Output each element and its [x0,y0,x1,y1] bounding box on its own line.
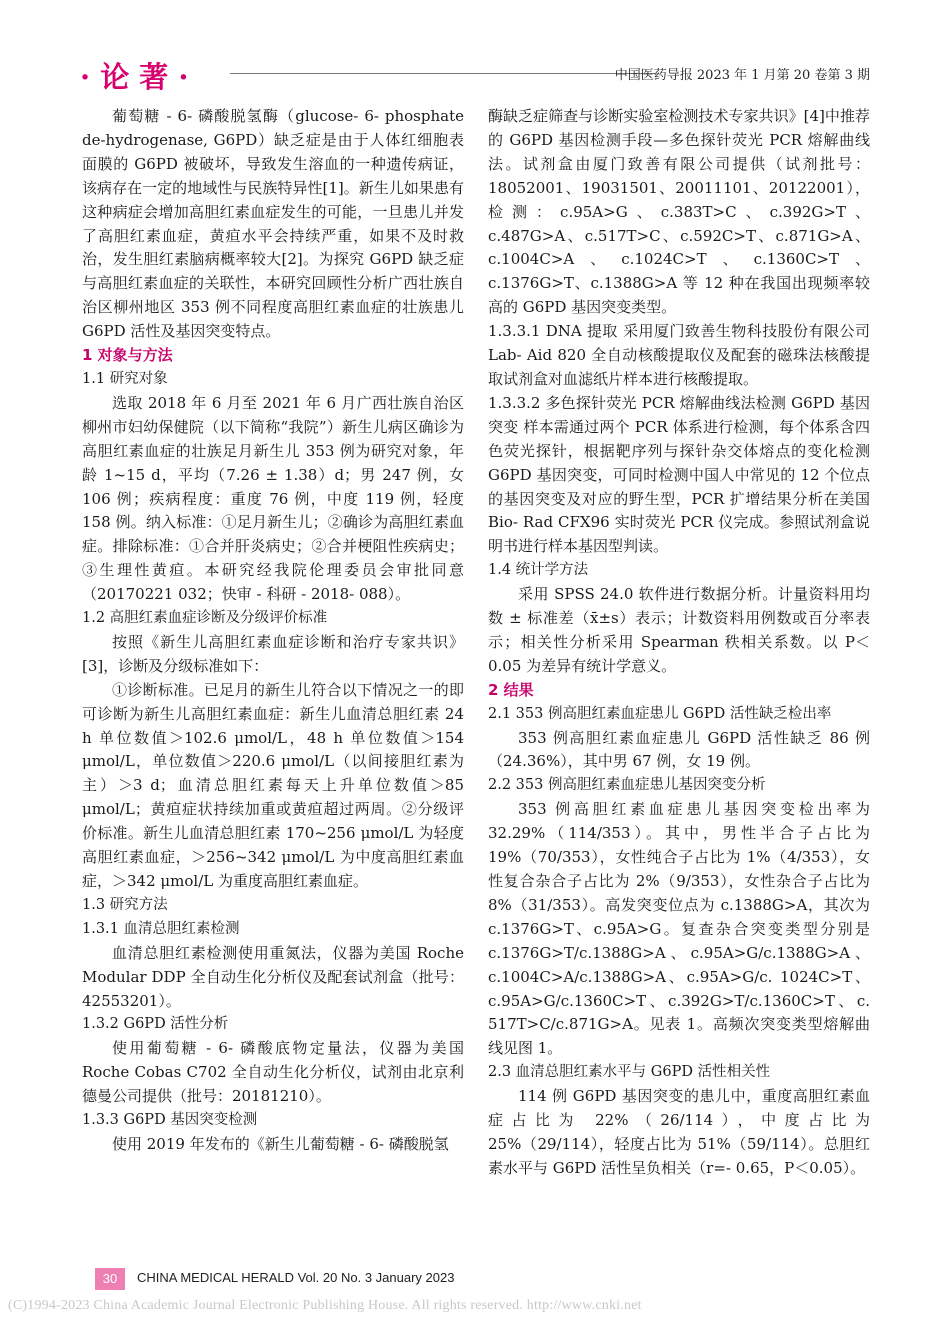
page-number: 30 [95,1268,125,1290]
paragraph: 353 例高胆红素血症患儿 G6PD 活性缺乏 86 例（24.36%），其中男 67 例，女 19 例。 [488,728,870,771]
subsubsection-heading: 1.3.3 G6PD 基因突变检测 [82,1112,258,1129]
subsection-heading: 1.3 研究方法 [82,896,168,913]
subsection-heading: 1.4 统计学方法 [488,562,589,579]
header-divider [230,73,655,74]
subsubsection-heading: 1.3.2 G6PD 活性分析 [82,1016,229,1033]
subsection-heading: 2.3 血清总胆红素水平与 G6PD 活性相关性 [488,1064,771,1081]
paragraph: 按照《新生儿高胆红素血症诊断和治疗专家共识》[3]，诊断及分级标准如下： [82,632,464,675]
subsection-heading: 2.2 353 例高胆红素血症患儿基因突变分析 [488,777,766,794]
paragraph: 1.3.3.1 DNA 提取 采用厦门致善生物科技股份有限公司 Lab- Aid 820 全自动核酸提取仪及配套的磁珠法核酸提取试剂盒对血滤纸片样本进行核酸提取。 [488,322,870,388]
paragraph: 使用 2019 年发布的《新生儿葡萄糖 - 6- 磷酸脱氢 [112,1134,449,1153]
paragraph: 采用 SPSS 24.0 软件进行数据分析。计量资料用均数 ± 标准差（x̄±s）表示；计数资料用例数或百分率表示；相关性分析采用 Spearman 秩相关系数。以 P＜0.05 为差异有统计学意义。 [488,585,870,675]
paragraph: 选取 2018 年 6 月至 2021 年 6 月广西壮族自治区柳州市妇幼保健院（以下简称“我院”）新生儿病区确诊为高胆红素血症的壮族足月新生儿 353 例为研究对象，年龄 1~15 d，平均（7.26 ± 1.38）d；男 247 例，女 106 例；疾病程度：重度 76 例，中度 119 例，轻度 158 例。纳入标准：①足月新生儿；②确诊为高胆红素血症。排除标准：①合并肝炎病史；②合并梗阻性疾病史；③生理性黄疸。本研究经我院伦理委员会审批同意（20170221 032；快审 - 科研 - 2018- 088）。 [82,393,464,604]
journal-info: 中国医药导报 2023 年 1 月第 20 卷第 3 期 [614,68,870,83]
paragraph: 血清总胆红素检测使用重氮法，仪器为美国 Roche Modular DDP 全自动生化分析仪及配套试剂盒（批号：42553201）。 [82,943,464,1010]
paragraph: 114 例 G6PD 基因突变的患儿中，重度高胆红素血症占比为 22%（26/114），中度占比为 25%（29/114），轻度占比为 51%（59/114）。总胆红素水平与 G6PD 活性呈负相关（r=- 0.65，P＜0.05）。 [488,1087,870,1177]
subsection-heading: 1.1 研究对象 [82,370,168,387]
section-heading: 2 结果 [488,680,534,699]
paragraph: 酶缺乏症筛查与诊断实验室检测技术专家共识》[4]中推荐的 G6PD 基因检测手段—多色探针荧光 PCR 熔解曲线法。试剂盒由厦门致善有限公司提供（试剂批号：18052001、19031501、20011101、20122001），检测：c.95A>G、c.383T>C、c.392G>T、c.487G>A、c.517T>C、c.592C>T、c.871G>A、c.1004C>A、c.1024C>T、c.1360C>T、c.1376G>T、c.1388G>A 等 12 种在我国出现频率较高的 G6PD 基因突变类型。 [488,107,870,317]
footer-journal-line: CHINA MEDICAL HERALD Vol. 20 No. 3 January 2023 [137,1270,455,1285]
left-column [82,105,464,1157]
right-column [488,105,870,1181]
subsection-heading: 2.1 353 例高胆红素血症患儿 G6PD 活性缺乏检出率 [488,705,832,722]
paragraph: 葡萄糖 - 6- 磷酸脱氢酶（glucose- 6- phosphate de-hydrogenase, G6PD）缺乏症是由于人体红细胞表面膜的 G6PD 被破坏，导致发生溶血的一种遗传病证，该病存在一定的地域性与民族特异性[1]。新生儿如果患有这种病症会增加高胆红素血症发生的可能，一旦患儿并发了高胆红素血症，黄疸水平会持续严重，如果不及时救治，发生胆红素脑病概率较大[2]。为探究 G6PD 缺乏症与高胆红素血症的关联性，本研究回顾性分析广西壮族自治区柳州地区 353 例不同程度高胆红素血症的壮族患儿 G6PD 活性及基因突变特点。 [82,107,464,341]
paragraph: 1.3.3.2 多色探针荧光 PCR 熔解曲线法检测 G6PD 基因突变 样本需通过两个 PCR 体系进行检测，每个体系含四色荧光探针，根据靶序列与探针杂交体熔点的变化检测 G6PD 基因突变，可同时检测中国人中常见的 12 个位点的基因突变及对应的野生型，PCR 扩增结果分析在美国 Bio- Rad CFX96 实时荧光 PCR 仪完成。参照试剂盒说明书进行样本基因型判读。 [488,393,870,556]
copyright-line: (C)1994-2023 China Academic Journal Electronic Publishing House. All rights reserved. http://www.cnki.net [8,1298,642,1313]
subsubsection-heading: 1.3.1 血清总胆红素检测 [82,920,240,937]
subsection-heading: 1.2 高胆红素血症诊断及分级评价标准 [82,610,328,627]
page-header [80,55,870,95]
section-label: · 论 著 · [80,60,189,94]
paragraph: 使用葡萄糖 - 6- 磷酸底物定量法，仪器为美国 Roche Cobas C702 全自动生化分析仪，试剂由北京利德曼公司提供（批号：20181210）。 [82,1039,464,1106]
paragraph: 353 例高胆红素血症患儿基因突变检出率为 32.29%（114/353）。其中，男性半合子占比为 19%（70/353），女性纯合子占比为 1%（4/353），女性复合杂合子占比为 2%（9/353），女性杂合子占比为 8%（31/353）。高发突变位点为 c.1388G>A，其次为 c.1376G>T、c.95A>G。复查杂合突变类型分别是 c.1376G>T/c.1388G>A、c.95A>G/c.1388G>A、c.1004C>A/c.1388G>A、c.95A>G/c. 1024C>T、c.95A>G/c.1360C>T、c.392G>T/c.1360C>T、c. 517T>C/c.871G>A。见表 1。高频次突变类型熔解曲线见图 1。 [488,800,870,1058]
paragraph: ①诊断标准。已足月的新生儿符合以下情况之一的即可诊断为新生儿高胆红素血症：新生儿血清总胆红素 24 h 单位数值＞102.6 μmol/L，48 h 单位数值＞154 μmol/L，单位数值＞220.6 μmol/L（以间接胆红素为主）＞3 d；血清总胆红素每天上升单位数值＞85 μmol/L；黄疸症状持续加重或黄疸超过两周。②分级评价标准。新生儿血清总胆红素 170~256 μmol/L 为轻度高胆红素血症，＞256~342 μmol/L 为中度高胆红素血症，＞342 μmol/L 为重度高胆红素血症。 [82,680,464,890]
section-heading: 1 对象与方法 [82,346,173,365]
